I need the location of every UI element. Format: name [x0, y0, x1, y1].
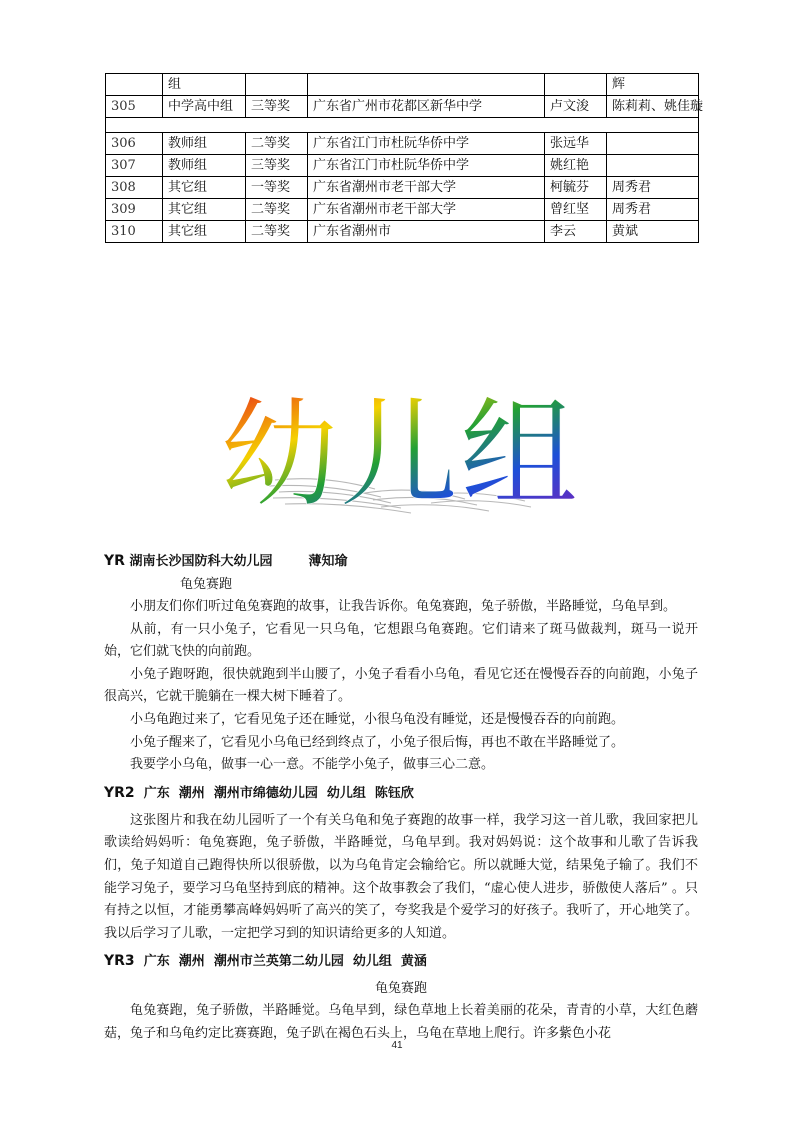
table-row — [106, 118, 699, 133]
table-row — [106, 133, 699, 155]
cell-student: 卢文浚 — [545, 96, 607, 118]
cell-teacher — [607, 133, 699, 155]
cell-teacher: 陈莉莉、姚佳璇 — [607, 96, 699, 118]
cell-school — [308, 74, 545, 96]
cell-award: 三等奖 — [246, 155, 308, 177]
cell-school: 广东省潮州市 — [308, 221, 545, 243]
cell-award: 二等奖 — [246, 199, 308, 221]
paragraph: 龟兔赛跑，兔子骄傲，半路睡觉。乌龟早到，绿色草地上长着美丽的花朵，青青的小草，大红色蘑菇，兔子和乌龟约定比赛赛跑，兔子趴在褐色石头上，乌龟在草地上爬行。许多紫色小花 — [104, 1003, 698, 1041]
paragraph: 小兔子醒来了，它看见小乌龟已经到终点了，小兔子很后悔，再也不敢在半路睡觉了。 — [130, 734, 625, 750]
page-number: 41 — [391, 1040, 403, 1051]
paragraph: 小兔子跑呀跑，很快就跑到半山腰了，小兔子看看小乌龟，看见它还在慢慢吞吞的向前跑，小兔子很高兴，它就干脆躺在一棵大树下睡着了。 — [104, 666, 698, 705]
entry-yr-code: YR — [104, 553, 125, 569]
wordart-char: 幼 — [219, 385, 340, 523]
entry-yr-story-title: 龟兔赛跑 — [180, 577, 233, 592]
cell-no: 307 — [106, 155, 163, 177]
cell-group: 教师组 — [163, 155, 246, 177]
cell-award: 二等奖 — [246, 133, 308, 155]
entry-yr2-text — [104, 810, 698, 946]
cell-no: 308 — [106, 177, 163, 199]
cell-award: 一等奖 — [246, 177, 308, 199]
table-row — [106, 221, 699, 243]
cell-teacher: 周秀君 — [607, 177, 699, 199]
entry-yr2-header — [104, 781, 698, 806]
cell-group: 组 — [163, 74, 246, 96]
wordart-text — [220, 385, 580, 523]
paragraph: 小朋友们你们听过龟兔赛跑的故事，让我告诉你。龟兔赛跑，兔子骄傲，半路睡觉，乌龟早到。 — [130, 599, 677, 614]
entry-yr-text — [104, 596, 698, 777]
cell-group: 其它组 — [163, 199, 246, 221]
paragraph: 从前，有一只小兔子，它看见一只乌龟，它想跟乌龟赛跑。它们请来了斑马做裁判，斑马一说开始，它们就飞快的向前跑。 — [104, 621, 698, 660]
cell-no: 305 — [106, 96, 163, 118]
cell-student: 张远华 — [545, 133, 607, 155]
wordart-char: 组 — [460, 385, 581, 523]
cell-no: 310 — [106, 221, 163, 243]
table-row — [106, 155, 699, 177]
entry-yr-author: 薄知瑜 — [308, 554, 348, 569]
cell-award — [246, 74, 308, 96]
cell-no — [106, 74, 163, 96]
cell-teacher: 辉 — [607, 74, 699, 96]
table-row — [106, 177, 699, 199]
entry-yr3-info: 广东 潮州 潮州市兰英第二幼儿园 幼儿组 黄涵 — [134, 954, 427, 970]
cell-teacher: 周秀君 — [607, 199, 699, 221]
cell-no: 306 — [106, 133, 163, 155]
cell-award: 三等奖 — [246, 96, 308, 118]
table-spacer-cell — [106, 118, 699, 133]
paragraph: 这张图片和我在幼儿园听了一个有关乌龟和兔子赛跑的故事一样，我学习这一首儿歌，我回家把儿歌读给妈妈听：龟兔赛跑，兔子骄傲，半路睡觉，乌龟早到。我对妈妈说：这个故事和儿歌了告诉我们，兔子知道自己跑得快所以很骄傲，以为乌龟肯定会输给它。所以就睡大觉，结果兔子输了。我们不能学习兔子，要学习乌龟坚持到底的精神。这个故事教会了我们，“虚心使人进步，骄傲使人落后” 。只有持之以恒，才能勇攀高峰妈妈听了高兴的笑了，夸奖我是个爱学习的好孩子。我听了，开心地笑了。我以后学习了儿歌，一定把学习到的知识请给更多的人知道。 — [104, 812, 698, 941]
cell-school: 广东省潮州市老干部大学 — [308, 177, 545, 199]
cell-school: 广东省江门市杜阮华侨中学 — [308, 133, 545, 155]
cell-no: 309 — [106, 199, 163, 221]
entry-yr3-text — [104, 1000, 698, 1045]
cell-group: 其它组 — [163, 221, 246, 243]
entry-yr3-story-title: 龟兔赛跑 — [374, 981, 427, 997]
cell-school: 广东省潮州市老干部大学 — [308, 199, 545, 221]
entry-yr2 — [104, 781, 698, 946]
cell-group: 中学高中组 — [163, 96, 246, 118]
entry-yr2-info: 广东 潮州 潮州市绵德幼儿园 幼儿组 陈钰欣 — [134, 785, 414, 801]
entry-yr — [104, 549, 698, 777]
cell-teacher — [607, 155, 699, 177]
cell-award: 二等奖 — [246, 221, 308, 243]
table-row — [106, 199, 699, 221]
cell-group: 教师组 — [163, 133, 246, 155]
cell-school: 广东省江门市杜阮华侨中学 — [308, 155, 545, 177]
table-row — [106, 96, 699, 118]
entry-yr3 — [104, 949, 698, 1045]
cell-student: 曾红坚 — [545, 199, 607, 221]
section-title-svg — [219, 385, 581, 525]
cell-student — [545, 74, 607, 96]
table-row — [106, 74, 699, 96]
entry-yr3-header — [104, 949, 698, 974]
entry-yr-school: 湖南长沙国防科大幼儿园 — [124, 554, 273, 569]
cell-school: 广东省广州市花都区新华中学 — [308, 96, 545, 118]
section-title-wordart — [219, 385, 581, 525]
entry-yr2-code: YR2 — [104, 784, 135, 801]
entry-yr-header — [104, 549, 698, 574]
awards-table — [105, 73, 704, 243]
awards-table-body — [106, 74, 704, 243]
wordart-char: 儿 — [339, 385, 461, 523]
entry-yr3-code: YR3 — [104, 953, 135, 970]
paragraph: 我要学小乌龟，做事一心一意。不能学小兔子，做事三心二意。 — [130, 757, 495, 773]
cell-teacher: 黄斌 — [607, 221, 699, 243]
cell-student: 李云 — [545, 221, 607, 243]
cell-student: 柯毓芬 — [545, 177, 607, 199]
document-body — [104, 549, 698, 1046]
paragraph: 小乌龟跑过来了，它看见兔子还在睡觉，小很乌龟没有睡觉，还是慢慢吞吞的向前跑。 — [130, 711, 625, 727]
cell-group: 其它组 — [163, 177, 246, 199]
cell-student: 姚红艳 — [545, 155, 607, 177]
